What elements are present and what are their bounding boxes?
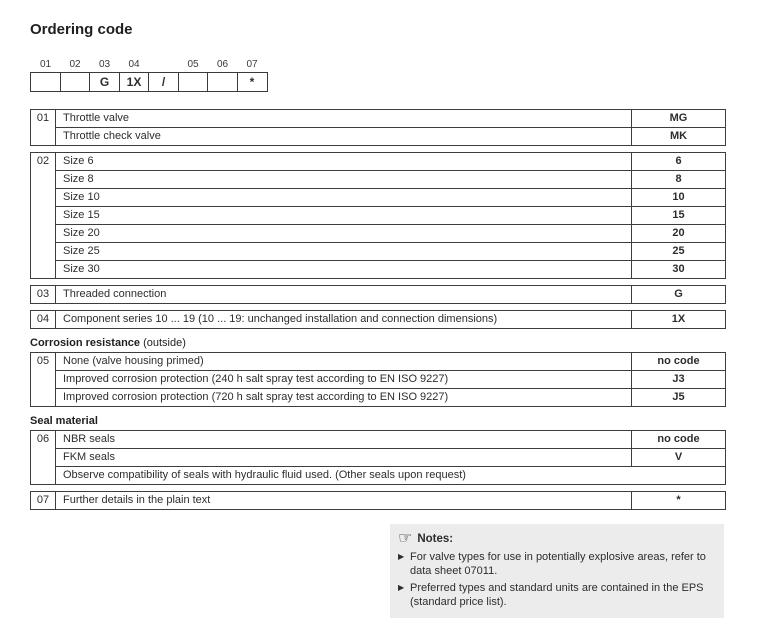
row-code: 15 (631, 207, 725, 224)
ordering-code-table (30, 109, 756, 510)
row-description: FKM seals (63, 451, 115, 463)
notes-title: Notes: (417, 533, 454, 545)
page-title: Ordering code (30, 21, 133, 38)
section-heading-bold: Corrosion resistance (30, 337, 141, 349)
strip-cell-07 (237, 58, 268, 92)
strip-value-box: 1X (119, 72, 150, 92)
group-number: 02 (31, 153, 56, 278)
strip-value-box (178, 72, 209, 92)
table-group-03 (30, 285, 726, 304)
note-text: Preferred types and standard units are contained in the EPS (standard price list). (410, 582, 704, 608)
row-description: Size 15 (63, 209, 100, 221)
triangle-bullet-icon: ▶ (398, 583, 405, 592)
strip-position-label: 03 (98, 59, 111, 70)
triangle-bullet-icon: ▶ (398, 552, 405, 561)
section-heading-bold: Seal material (30, 415, 98, 427)
table-row (56, 371, 725, 389)
row-description: Size 30 (63, 263, 100, 275)
row-description: Throttle check valve (63, 130, 161, 142)
note-item (398, 581, 714, 609)
note-item (398, 550, 714, 578)
table-row (56, 189, 725, 207)
row-code: 30 (631, 261, 725, 278)
strip-position-label: 01 (39, 59, 52, 70)
table-row (56, 261, 725, 278)
row-code: J5 (631, 389, 725, 406)
table-row (56, 243, 725, 261)
row-description: Observe compatibility of seals with hydraulic fluid used. (Other seals upon request) (63, 469, 466, 481)
row-code: MK (631, 128, 725, 145)
table-row (56, 153, 725, 171)
strip-cell-01 (30, 58, 61, 92)
group-number: 06 (31, 431, 56, 484)
row-code: 8 (631, 171, 725, 188)
strip-position-label: 06 (216, 59, 229, 70)
section-heading-seal-material (30, 415, 756, 427)
table-group-07 (30, 491, 726, 510)
row-description: Size 25 (63, 245, 100, 257)
row-code: 10 (631, 189, 725, 206)
strip-cell-06 (207, 58, 238, 92)
strip-value-box: * (237, 72, 268, 92)
row-code: 25 (631, 243, 725, 260)
pointing-hand-icon: ☞ (398, 530, 413, 547)
strip-value-box (30, 72, 61, 92)
row-code: 1X (631, 311, 725, 328)
row-description: Size 10 (63, 191, 100, 203)
row-description: Threaded connection (63, 288, 167, 300)
table-row (56, 128, 725, 145)
row-code: 6 (631, 153, 725, 170)
group-number: 03 (31, 286, 56, 303)
group-number: 07 (31, 492, 56, 509)
table-row (56, 286, 725, 303)
table-row (56, 389, 725, 406)
notes-box (390, 524, 724, 618)
row-code: 20 (631, 225, 725, 242)
row-description: Further details in the plain text (63, 494, 211, 506)
table-row (56, 431, 725, 449)
strip-position-label: 02 (69, 59, 81, 70)
table-row (56, 492, 725, 509)
row-description: Size 6 (63, 155, 94, 167)
table-row (56, 207, 725, 225)
row-code: MG (631, 110, 725, 127)
row-code: no code (631, 431, 725, 448)
row-code: no code (631, 353, 725, 370)
table-row (56, 353, 725, 371)
table-row (56, 311, 725, 328)
row-description: Improved corrosion protection (240 h salt spray test according to EN ISO 9227) (63, 373, 449, 385)
table-row (56, 110, 725, 128)
table-row (56, 225, 725, 243)
row-description: Size 8 (63, 173, 94, 185)
ordering-code-strip (30, 58, 756, 92)
strip-position-label: 04 (128, 59, 140, 70)
group-number: 01 (31, 110, 56, 145)
note-text: For valve types for use in potentially explosive areas, refer to data sheet 07011. (410, 551, 706, 577)
section-heading-corrosion-resistance (30, 337, 756, 349)
table-group-05 (30, 352, 726, 407)
row-description: Size 20 (63, 227, 100, 239)
strip-cell-slash (148, 58, 179, 92)
row-description: None (valve housing primed) (63, 355, 204, 367)
notes-header (398, 531, 714, 547)
table-row-full-width (56, 467, 725, 484)
row-code: G (631, 286, 725, 303)
group-number: 04 (31, 311, 56, 328)
table-row (56, 449, 725, 467)
strip-value-box: G (89, 72, 120, 92)
row-description: NBR seals (63, 433, 115, 445)
table-group-02 (30, 152, 726, 279)
row-description: Improved corrosion protection (720 h salt spray test according to EN ISO 9227) (63, 391, 449, 403)
row-code: J3 (631, 371, 725, 388)
table-group-06 (30, 430, 726, 485)
table-group-01 (30, 109, 726, 146)
strip-cell-05 (178, 58, 209, 92)
strip-value-box (60, 72, 91, 92)
strip-cell-02 (60, 58, 91, 92)
row-description: Component series 10 ... 19 (10 ... 19: unchanged installation and connection dimensions) (63, 313, 498, 325)
strip-value-box (207, 72, 238, 92)
row-code: V (631, 449, 725, 466)
table-group-04 (30, 310, 726, 329)
row-description: Throttle valve (63, 112, 130, 124)
strip-cell-03 (89, 58, 120, 92)
strip-value-box: / (148, 72, 179, 92)
strip-cell-04 (119, 58, 150, 92)
strip-position-label: 07 (246, 59, 258, 70)
row-code: * (631, 492, 725, 509)
strip-position-label: 05 (187, 59, 199, 70)
table-row (56, 171, 725, 189)
group-number: 05 (31, 353, 56, 406)
section-heading-suffix: (outside) (140, 337, 186, 349)
